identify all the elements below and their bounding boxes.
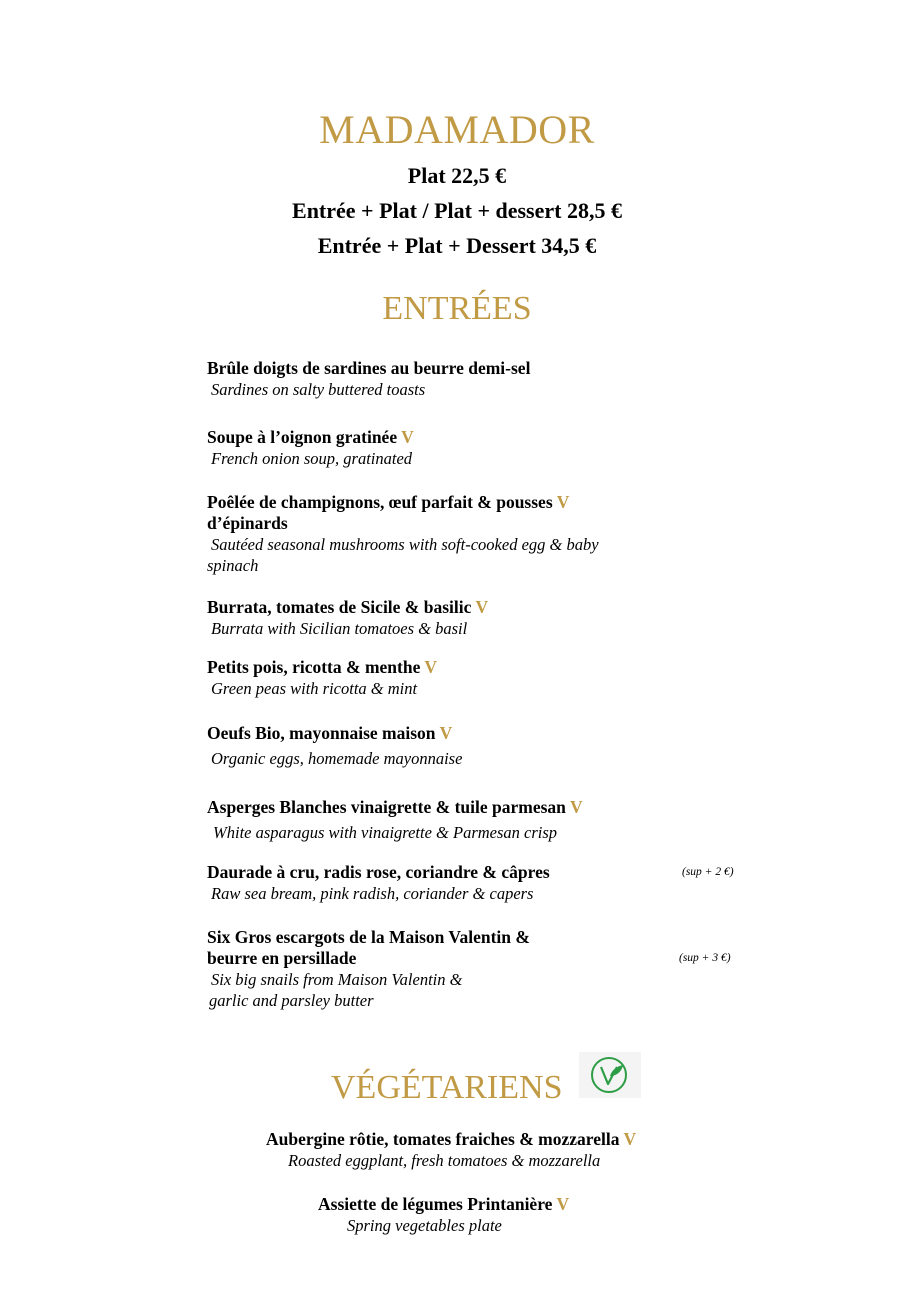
vegetarian-leaf-icon: [579, 1052, 641, 1098]
price-plat: Plat 22,5 €: [407, 163, 507, 188]
vegetarian-mark: V: [556, 492, 570, 512]
section-title-vegetariens: VÉGÉTARIENS: [331, 1069, 563, 1106]
vegetarian-mark: V: [623, 1129, 637, 1149]
price-three-courses: Entrée + Plat + Dessert 34,5 €: [317, 233, 597, 258]
menu-item: [207, 492, 667, 576]
dish-name-fr-cont: beurre en persillade: [207, 948, 357, 968]
menu-item: [207, 927, 657, 1011]
dish-name-fr: Six Gros escargots de la Maison Valentin &: [207, 927, 530, 947]
menu-item: [266, 1129, 706, 1171]
menu-item: [207, 657, 657, 699]
dish-desc-en: Green peas with ricotta & mint: [211, 679, 418, 698]
menu-item: [207, 797, 687, 843]
dish-desc-en: Sautéed seasonal mushrooms with soft-cooked egg & baby: [211, 535, 599, 554]
dish-desc-en: Six big snails from Maison Valentin &: [211, 970, 463, 989]
vegetarian-mark: V: [556, 1194, 570, 1214]
dish-name-fr: Asperges Blanches vinaigrette & tuile parmesan V: [207, 797, 583, 817]
dish-desc-en: French onion soup, gratinated: [211, 449, 413, 468]
vegetarian-mark: V: [569, 797, 583, 817]
dish-desc-en-cont: garlic and parsley butter: [209, 991, 374, 1010]
dish-desc-en: Burrata with Sicilian tomatoes & basil: [211, 619, 468, 638]
dish-name-fr: Poêlée de champignons, œuf parfait & pousses V: [207, 492, 570, 512]
menu-item: [207, 862, 657, 904]
dish-desc-en: White asparagus with vinaigrette & Parmesan crisp: [213, 823, 558, 842]
dish-name-fr-cont: d’épinards: [207, 513, 288, 533]
vegetarian-mark: V: [475, 597, 489, 617]
dish-desc-en-cont: spinach: [207, 556, 259, 575]
vegetarian-mark: V: [401, 427, 414, 447]
dish-name-fr: Brûle doigts de sardines au beurre demi-sel: [207, 358, 531, 378]
supplement-price: (sup + 2 €): [682, 866, 734, 878]
vegetarian-mark: V: [424, 657, 438, 677]
vegetarian-mark: V: [439, 723, 453, 743]
menu-item: [207, 597, 657, 639]
price-two-courses: Entrée + Plat / Plat + dessert 28,5 €: [292, 198, 622, 223]
supplement-price: (sup + 3 €): [679, 952, 731, 964]
dish-name-fr: Assiette de légumes Printanière V: [318, 1194, 570, 1214]
dish-desc-en: Sardines on salty buttered toasts: [211, 380, 426, 399]
dish-desc-en: Organic eggs, homemade mayonnaise: [211, 749, 463, 768]
menu-item: [207, 427, 657, 469]
dish-name-fr: Soupe à l’oignon gratinée V: [207, 427, 414, 447]
dish-desc-en: Spring vegetables plate: [347, 1216, 502, 1235]
dish-name-fr: Petits pois, ricotta & menthe V: [207, 657, 438, 677]
dish-name-fr: Oeufs Bio, mayonnaise maison V: [207, 723, 453, 743]
dish-name-fr: Daurade à cru, radis rose, coriandre & câpres: [207, 862, 550, 882]
dish-desc-en: Roasted eggplant, fresh tomatoes & mozzarella: [288, 1151, 601, 1170]
dish-name-fr: Burrata, tomates de Sicile & basilic V: [207, 597, 489, 617]
menu-item: [207, 723, 657, 769]
menu-item: [207, 358, 657, 400]
dish-name-fr: Aubergine rôtie, tomates fraiches & mozzarella V: [266, 1129, 637, 1149]
section-title-entrees: ENTRÉES: [382, 290, 532, 327]
menu-item: [318, 1194, 638, 1236]
dish-desc-en: Raw sea bream, pink radish, coriander & capers: [211, 884, 534, 903]
restaurant-title: MADAMADOR: [319, 107, 595, 152]
vegetarian-section-header: [0, 1052, 914, 1106]
